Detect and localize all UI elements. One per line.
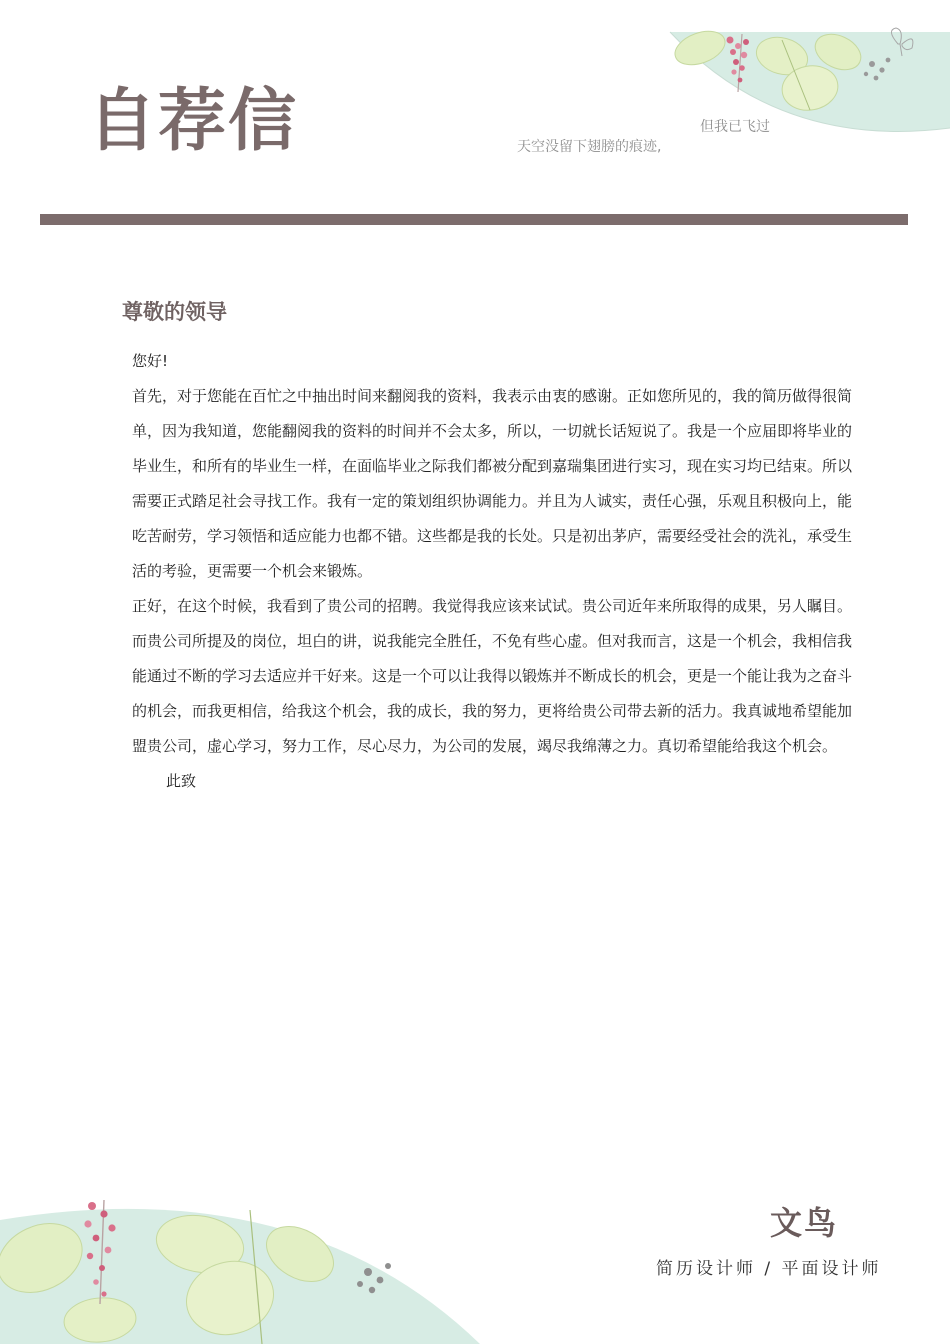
letter-paragraph: 首先，对于您能在百忙之中抽出时间来翻阅我的资料，我表示由衷的感谢。正如您所见的，我的简历做得很简单，因为我知道，您能翻阅我的资料的时间并不会太多，所以，一切就长话短说了。我是一个应届即将毕业的毕业生，和所有的毕业生一样，在面临毕业之际我们都被分配到嘉瑞集团进行实习，现在实习均已结束。所以需要正式踏足社会寻找工作。我有一定的策划组织协调能力。并且为人诚实，责任心强，乐观且积极向上，能吃苦耐劳，学习领悟和适应能力也都不错。这些都是我的长处。只是初出茅庐，需要经受社会的洗礼，承受生活的考验，更需要一个机会来锻炼。 bbox=[132, 387, 853, 580]
signature-name: 文鸟 bbox=[770, 1204, 839, 1242]
letter-closing: 此致 bbox=[166, 772, 197, 790]
page-title: 自荐信 bbox=[88, 82, 299, 161]
motto-line-2: 但我已飞过 bbox=[700, 119, 770, 135]
motto-line-1: 天空没留下翅膀的痕迹, bbox=[517, 139, 662, 155]
signature-role: 简历设计师 / 平面设计师 bbox=[656, 1259, 882, 1279]
letter-body bbox=[132, 344, 852, 799]
floral-decoration-bottom bbox=[0, 1180, 520, 1344]
letter-salutation: 尊敬的领导 bbox=[122, 300, 227, 324]
letter-greeting: 您好! bbox=[132, 352, 169, 370]
header-divider bbox=[40, 214, 908, 225]
letter-paragraph: 正好，在这个时候，我看到了贵公司的招聘。我觉得我应该来试试。贵公司近年来所取得的成果，另人瞩目。而贵公司所提及的岗位，坦白的讲，说我能完全胜任，不免有些心虚。但对我而言，这是一个机会，我相信我能通过不断的学习去适应并干好来。这是一个可以让我得以锻炼并不断成长的机会，更是一个能让我为之奋斗的机会，而我更相信，给我这个机会，我的成长，我的努力，更将给贵公司带去新的活力。我真诚地希望能加盟贵公司，虚心学习，努力工作，尽心尽力，为公司的发展，竭尽我绵薄之力。真切希望能给我这个机会。 bbox=[132, 597, 853, 755]
